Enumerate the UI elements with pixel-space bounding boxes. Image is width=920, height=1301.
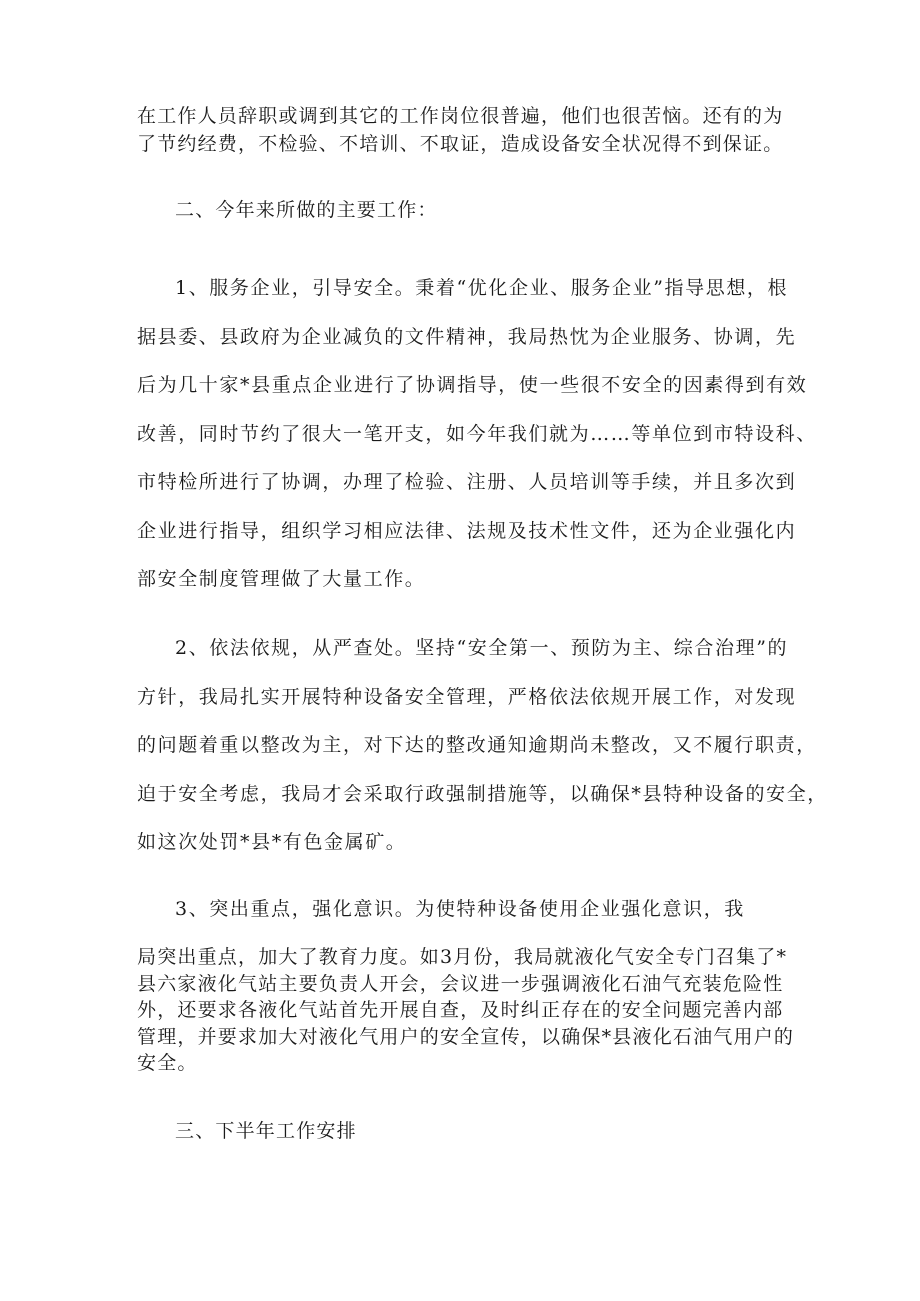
text-line: 2、依法依规，从严查处。坚持“安全第一、预防为主、综合治理”的: [175, 637, 789, 659]
text-line: 市特检所进行了协调，办理了检验、注册、人员培训等手续，并且多次到: [137, 471, 797, 493]
text-line: 外，还要求各液化气站首先开展自查，及时纠正存在的安全问题完善内部: [137, 999, 784, 1021]
text-line: 改善，同时节约了很大一笔开支，如今年我们就为……等单位到市特设科、: [137, 422, 817, 445]
text-line: 迫于安全考虑，我局才会采取行政强制措施等，以确保*县特种设备的安全，: [137, 782, 828, 805]
section-heading-3: [137, 1117, 797, 1145]
text-line: 部安全制度管理做了大量工作。: [137, 568, 426, 590]
text-line: 了节约经费，不检验、不培训、不取证，造成设备安全状况得不到保证。: [137, 133, 784, 155]
text-line: 3、突出重点，强化意识。为使特种设备使用企业强化意识，我: [175, 898, 745, 920]
text-line: 在工作人员辞职或调到其它的工作岗位很普遍，他们也很苦恼。还有的为: [137, 105, 784, 127]
text-line: 1、服务企业，引导安全。秉着“优化企业、服务企业”指导思想，根: [175, 277, 789, 299]
text-line: 方针，我局扎实开展特种设备安全管理，严格依法依规开展工作，对发现: [137, 685, 797, 708]
item-2-paragraph: [137, 624, 828, 867]
text-line: 局突出重点，加大了教育力度。如3月份，我局就液化气安全专门召集了*: [137, 946, 788, 968]
section-heading-text: 三、下半年工作安排: [175, 1120, 357, 1142]
item-3-paragraph: [137, 944, 797, 1077]
text-line: 后为几十家*县重点企业进行了协调指导，使一些很不安全的因素得到有效: [137, 374, 808, 396]
section-heading-text: 二、今年来所做的主要工作：: [175, 199, 438, 221]
intro-paragraph: [137, 102, 797, 158]
text-line: 企业进行指导，组织学习相应法律、法规及技术性文件，还为企业强化内: [137, 519, 797, 542]
text-line: 据县委、县政府为企业减负的文件精神，我局热忱为企业服务、协调，先: [137, 325, 797, 348]
text-line: 的问题着重以整改为主，对下达的整改通知逾期尚未整改，又不履行职责，: [137, 734, 817, 756]
text-line: 如这次处罚*县*有色金属矿。: [137, 831, 407, 853]
item-3-first-line: [137, 895, 797, 923]
section-heading-2: [137, 196, 797, 224]
text-line: 安全。: [137, 1052, 198, 1074]
text-line: 县六家液化气站主要负责人开会，会议进一步强调液化石油气充装危险性: [137, 972, 784, 995]
text-line: 管理，并要求加大对液化气用户的安全宣传，以确保*县液化石油气用户的: [137, 1025, 795, 1048]
item-1-paragraph: [137, 264, 817, 604]
